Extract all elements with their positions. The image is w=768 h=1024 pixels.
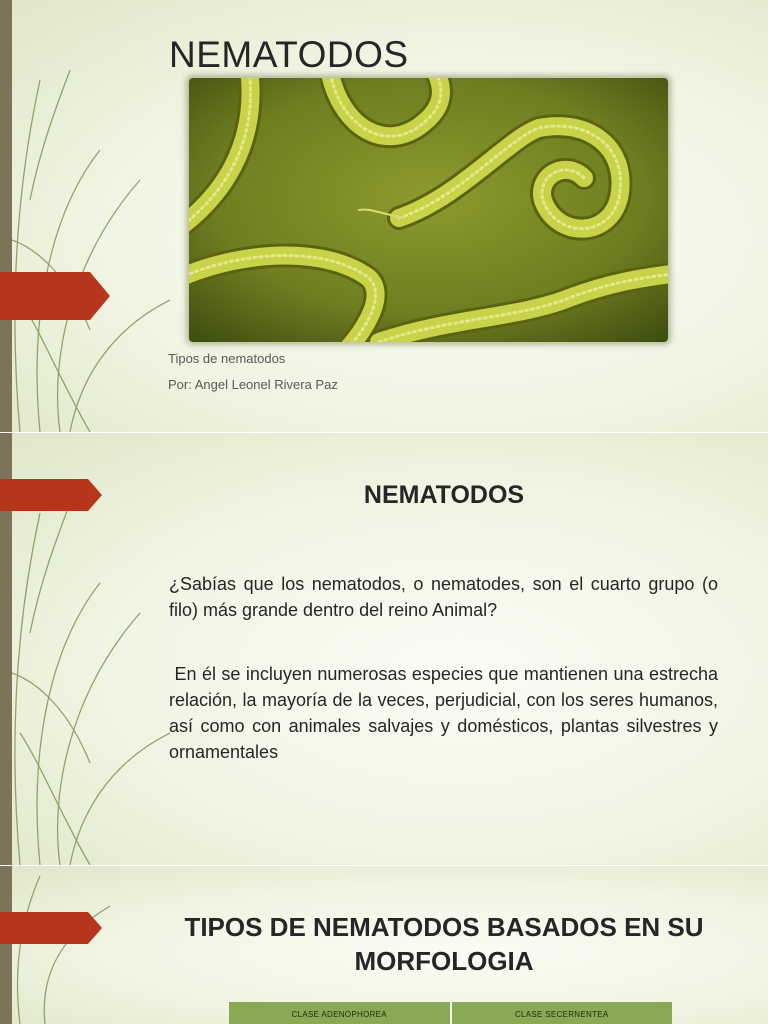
slide-title: NEMATODOS [363, 481, 525, 509]
red-arrow-marker [0, 272, 110, 320]
body-paragraph-1: ¿Sabías que los nematodos, o nematodes, son el cuarto grupo (o filo) más grande dentro del reino Animal? [169, 574, 718, 620]
red-arrow-marker [0, 912, 102, 944]
nematode-classes-image [229, 1002, 672, 1024]
class-secernentea-label: CLASE SECERNENTEA [450, 1002, 673, 1024]
body-paragraph-2: En él se incluyen numerosas especies que mantienen una estrecha relación, la mayoría de la veces, perjudicial, con los seres humanos, así como con animales salvajes y domésticos, plantas silvestres y ornamentales [169, 664, 724, 762]
class-adenophorea-label: CLASE ADENOPHOREA [291, 1010, 387, 1019]
slide-3 [0, 866, 768, 1024]
nematodes-photo [189, 78, 668, 342]
subtitle-author: Por: Angel Leonel Rivera Paz [168, 377, 338, 392]
slide-2 [0, 433, 768, 865]
slide-left-bar [0, 866, 12, 1024]
subtitle-topic: Tipos de nematodos [168, 351, 286, 366]
slide-left-bar [0, 0, 12, 432]
slide-1 [0, 0, 768, 432]
slide-title: TIPOS DE NEMATODOS BASADOS EN SU MORFOLOGIA [184, 912, 704, 976]
slide-title: NEMATODOS [169, 34, 409, 75]
